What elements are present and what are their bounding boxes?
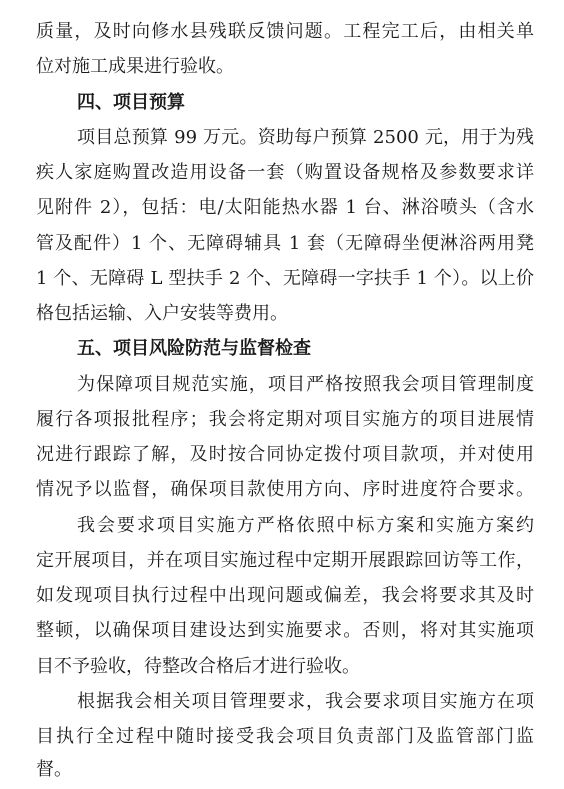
text-line: 项目总预算 99 万元。资助每户预算 2500 元，用于为残 [77, 127, 534, 148]
text-line: 疾人家庭购置改造用设备一套（购置设备规格及参数要求详 [36, 162, 534, 183]
text-line: 目执行全过程中随时接受我会项目负责部门及监管部门监 [36, 726, 534, 747]
text-line: 见附件 2），包括：电/太阳能热水器 1 台、淋浴喷头（含水 [36, 197, 534, 218]
text-line: 定开展项目，并在项目实施过程中定期开展跟踪回访等工作， [36, 550, 534, 571]
text-line: 为保障项目规范实施，项目严格按照我会项目管理制度 [77, 374, 534, 395]
text-line: 根据我会相关项目管理要求，我会要求项目实施方在项 [77, 691, 534, 712]
text-line: 整顿，以确保项目建设达到实施要求。否则，将对其实施项 [36, 620, 534, 641]
text-line: 目不予验收，待整改合格后才进行验收。 [36, 656, 360, 677]
text-line: 质量，及时向修水县残联反馈问题。工程完工后，由相关单 [36, 21, 534, 42]
section-heading-budget: 四、项目预算 [77, 92, 185, 113]
text-line: 位对施工成果进行验收。 [36, 56, 234, 77]
text-line: 格包括运输、入户安装等费用。 [36, 303, 288, 324]
text-line: 履行各项报批程序；我会将定期对项目实施方的项目进展情 [36, 409, 534, 430]
text-line: 督。 [36, 759, 72, 780]
section-heading-risk: 五、项目风险防范与监督检查 [77, 338, 311, 359]
text-line: 管及配件）1 个、无障碍辅具 1 套（无障碍坐便淋浴两用凳 [36, 233, 534, 254]
text-line: 情况予以监督，确保项目款使用方向、序时进度符合要求。 [36, 479, 534, 500]
text-line: 况进行跟踪了解，及时按合同协定拨付项目款项，并对使用 [36, 444, 534, 465]
text-line: 如发现项目执行过程中出现问题或偏差，我会将要求其及时 [36, 585, 534, 606]
text-line: 我会要求项目实施方严格依照中标方案和实施方案约 [77, 515, 534, 536]
text-line: 1 个、无障碍 L 型扶手 2 个、无障碍一字扶手 1 个）。以上价 [36, 268, 534, 289]
